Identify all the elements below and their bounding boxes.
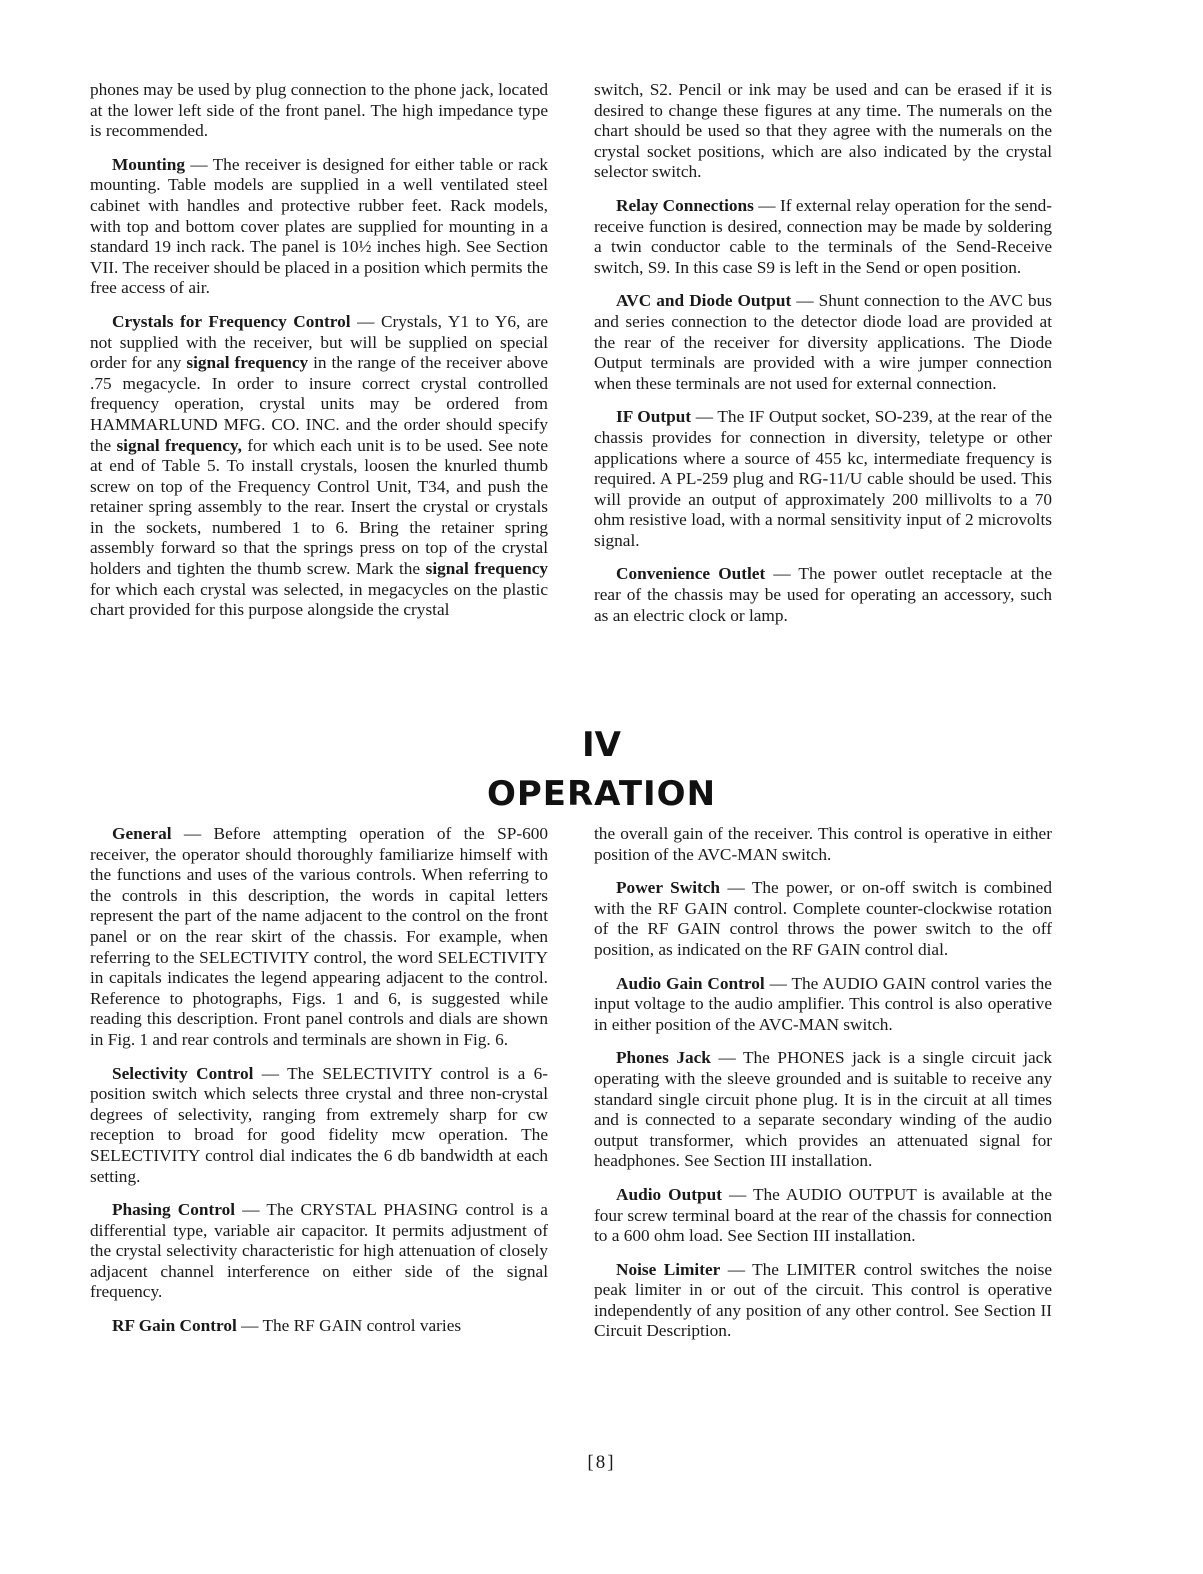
run-in-heading: General — [112, 824, 172, 843]
run-in-heading: Noise Limiter — [616, 1259, 721, 1279]
paragraph-rf-gain-continued: the overall gain of the receiver. This control is operative in either position of the AVC-MAN switch. — [594, 824, 1052, 864]
paragraph-phasing-control: Phasing Control — The CRYSTAL PHASING control is a differential type, variable air capacitor. It permits adjustment of the crystal selectivity characteristic for high attenuation of closely adjacent channel interference on either side of the signal frequency. — [90, 1200, 548, 1302]
run-in-heading: Relay Connections — [616, 195, 754, 215]
paragraph-power-switch: Power Switch — The power, or on-off switch is combined with the RF GAIN control. Complete counter-clockwise rotation of the RF GAIN control throws the power switch to the off position, as indicated on the RF GAIN control dial. — [594, 878, 1052, 959]
paragraph-phones-continued: phones may be used by plug connection to the phone jack, located at the lower left side of the front panel. The high impedance type is recommended. — [90, 80, 548, 141]
paragraph-crystal-continued: switch, S2. Pencil or ink may be used and can be erased if it is desired to change these figures at any time. The numerals on the chart should be used so that they agree with the numerals on the crystal socket positions, which are also indicated by the crystal selector switch. — [594, 80, 1052, 182]
run-in-heading: Audio Gain Control — [616, 973, 765, 993]
column-top-left — [90, 80, 548, 634]
run-in-heading: Convenience Outlet — [616, 564, 766, 584]
paragraph-if-output: IF Output — The IF Output socket, SO-239, at the rear of the chassis provides for connection in diversity, teletype or other applications where a source of 455 kc, intermediate frequency is required. A PL-259 plug and RG-11/U cable should be used. This will provide an output of approximately 200 millivolts to a 70 ohm resistive load, with a normal sensitivity input of 2 microvolts signal. — [594, 407, 1053, 550]
run-in-heading: Power Switch — [616, 878, 721, 898]
section-number: IV — [582, 725, 621, 765]
run-in-heading: Phasing Control — [112, 1200, 236, 1220]
run-in-heading: Audio Output — [616, 1184, 722, 1204]
column-bottom-right — [594, 824, 1052, 1355]
run-in-heading: RF Gain Control — [112, 1316, 237, 1336]
run-in-heading: Phones Jack — [616, 1048, 711, 1068]
paragraph-selectivity-control: Selectivity Control — The SELECTIVITY control is a 6-position switch which selects three crystal and three non-crystal degrees of selectivity, ranging from extremely sharp for cw reception to broad for good fidelity mcw operation. The SELECTIVITY control dial indicates the 6 db bandwidth at each setting. — [90, 1063, 548, 1186]
paragraph-relay-connections: Relay Connections — If external relay operation for the send-receive function is desired, connection may be made by soldering a twin conductor cable to the terminals of the Send-Receive switch, S9. In this case S9 is left in the Send or open position. — [594, 195, 1052, 277]
run-in-heading: Crystals for Frequency Control — [112, 311, 351, 331]
paragraph-crystals: Crystals for Frequency Control — Crystals, Y1 to Y6, are not supplied with the receiver, but will be supplied on special order for any signal frequency in the range of the receiver above .75 megacycle. In order to insure correct crystal controlled frequency operation, crystal units may be ordered from HAMMARLUND MFG. CO. INC. and the order should specify the signal frequency, for which each unit is to be used. See note at end of Table 5. To install crystals, loosen the knurled thumb screw on top of the Frequency Control Unit, T34, and push the retainer spring assembly to the rear. Insert the crystal or crystals in the sockets, numbered 1 to 6. Bring the retainer spring assembly forward so that the springs press on top of the crystal holders and tighten the thumb screw. Mark the signal frequency for which each crystal was selected, in megacycles on the plastic chart provided for this purpose alongside the crystal — [90, 311, 549, 620]
page-number: [8] — [587, 1452, 616, 1473]
paragraph-phones-jack: Phones Jack — The PHONES jack is a single circuit jack operating with the sleeve grounded and is suitable to receive any standard single circuit phone plug. It is in the circuit at all times and is connected to a separate secondary winding of the audio output transformer, which provides an attenuated signal for headphones. See Section III installation. — [594, 1048, 1052, 1171]
column-bottom-left — [90, 824, 548, 1350]
run-in-heading: Mounting — [112, 154, 185, 174]
paragraph-avc-diode-output: AVC and Diode Output — Shunt connection to the AVC bus and series connection to the detector diode load are provided at the rear of the receiver for diversity applications. The Diode Output terminals are provided with a wire jumper connection when these terminals are not used for external connection. — [594, 291, 1052, 393]
paragraph-audio-gain-control: Audio Gain Control — The AUDIO GAIN control varies the input voltage to the audio amplifier. This control is also operative in either position of the AVC-MAN switch. — [594, 973, 1052, 1034]
paragraph-mounting: Mounting — The receiver is designed for either table or rack mounting. Table models are supplied in a well ventilated steel cabinet with handles and protective rubber feet. Rack models, with top and bottom cover plates are supplied for mounting in a standard 19 inch rack. The panel is 10½ inches high. See Section VII. The receiver should be placed in a position which permits the free access of air. — [90, 154, 548, 298]
paragraph-noise-limiter: Noise Limiter — The LIMITER control switches the noise peak limiter in or out of the circuit. This control is operative independently of any position of any other control. See Section II Circuit Description. — [594, 1259, 1052, 1341]
column-top-right — [594, 80, 1052, 639]
run-in-heading: IF Output — [616, 407, 692, 427]
paragraph-audio-output: Audio Output — The AUDIO OUTPUT is available at the four screw terminal board at the rear of the chassis for connection to a 600 ohm load. See Section III installation. — [594, 1184, 1052, 1246]
section-title: OPERATION — [486, 774, 717, 814]
run-in-heading: Selectivity Control — [112, 1063, 254, 1083]
paragraph-general: General — Before attempting operation of the SP-600 receiver, the operator should thoroughly familiarize himself with the functions and uses of the various controls. When referring to the controls in this description, the words in capital letters represent the part of the name adjacent to the control on the front panel or on the rear skirt of the chassis. For example, when referring to the SELECTIVITY control, the word SELECTIVITY in capitals indicates the legend appearing adjacent to the control. Reference to photographs, Figs. 1 and 6, is suggested while reading this description. Front panel controls and dials are shown in Fig. 1 and rear controls and terminals are shown in Fig. 6. — [90, 824, 548, 1049]
run-in-heading: AVC and Diode Output — [616, 291, 792, 311]
paragraph-rf-gain-control: RF Gain Control — The RF GAIN control varies — [112, 1316, 462, 1336]
paragraph-convenience-outlet: Convenience Outlet — The power outlet receptacle at the rear of the chassis may be used for operating an accessory, such as an electric clock or lamp. — [594, 564, 1052, 625]
